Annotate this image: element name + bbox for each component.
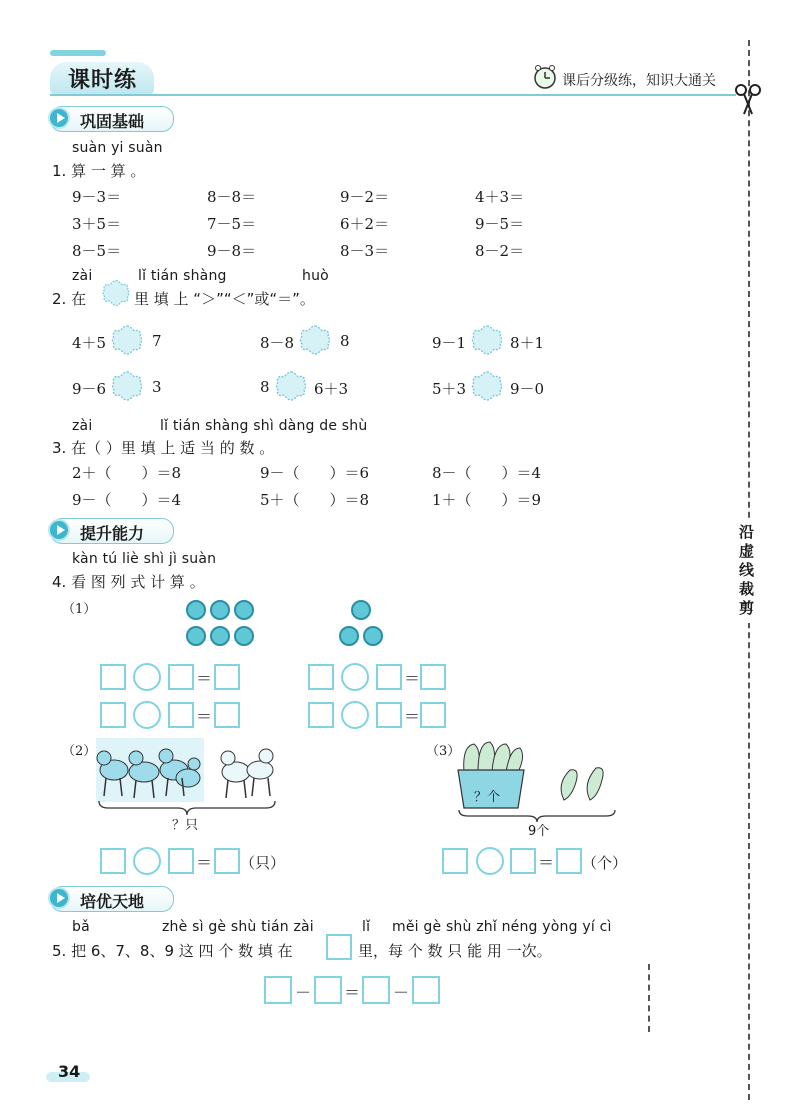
q3-pinyin: lǐ tián shàng shì dàng de shù: [160, 418, 368, 434]
q4-p3-label: （3）: [426, 744, 461, 759]
q2-left: 8－8: [260, 334, 295, 352]
cut-label: [736, 520, 762, 623]
cut-label-text: 沿虚线裁剪: [737, 524, 755, 619]
dogs-illustration: [96, 738, 278, 806]
operator-circle[interactable]: [341, 701, 369, 729]
q2-right: 9－0: [510, 380, 545, 398]
answer-box[interactable]: [214, 848, 240, 874]
unit-label: （只）: [240, 854, 286, 872]
scissors-icon: [733, 82, 763, 120]
equals-sign: ＝: [196, 707, 213, 726]
minus-sign: －: [295, 983, 312, 1002]
q2-left: 5＋3: [432, 380, 467, 398]
section-ability-title: 提升能力: [80, 524, 145, 543]
q1-item: 8－5＝: [72, 242, 122, 260]
answer-box[interactable]: [168, 702, 194, 728]
answer-box[interactable]: [376, 664, 402, 690]
header-slogan: 课后分级练，知识大通关: [562, 73, 716, 89]
dot: [351, 600, 371, 620]
compare-flower-input[interactable]: [274, 369, 308, 403]
answer-box[interactable]: [214, 664, 240, 690]
q5-num: 5. 把 6、7、8、9 这 四 个 数 填 在: [52, 942, 293, 960]
minus-sign: －: [393, 983, 410, 1002]
q2-right: 8＋1: [510, 334, 545, 352]
q2-left: 4＋5: [72, 334, 107, 352]
compare-flower-input[interactable]: [298, 323, 332, 357]
q3-item[interactable]: 9－（ ）＝6: [260, 464, 370, 482]
page-number: 34: [58, 1062, 81, 1081]
q2-right: 6＋3: [314, 380, 349, 398]
header-rule: [50, 94, 736, 96]
equals-sign: ＝: [196, 669, 213, 688]
operator-circle[interactable]: [341, 663, 369, 691]
q4-p3-caption: 9个: [528, 824, 550, 839]
q2-pinyin: lǐ tián shàng: [138, 268, 227, 284]
answer-box[interactable]: [214, 702, 240, 728]
operator-circle[interactable]: [476, 847, 504, 875]
answer-box[interactable]: [556, 848, 582, 874]
answer-box[interactable]: [412, 976, 440, 1004]
operator-circle[interactable]: [133, 701, 161, 729]
margin-tick: [648, 964, 650, 1032]
q4-p2-caption: ？只: [172, 818, 199, 833]
q1-item: 7－5＝: [207, 215, 257, 233]
dot: [210, 600, 230, 620]
q1-item: 9－5＝: [475, 215, 525, 233]
answer-box[interactable]: [376, 702, 402, 728]
q5-pinyin: lǐ: [362, 919, 371, 935]
play-icon: [48, 887, 70, 909]
q2-text: 里 填 上 “＞”“＜”或“＝”。: [134, 290, 315, 308]
q1-item: 6＋2＝: [340, 215, 390, 233]
answer-box[interactable]: [308, 664, 334, 690]
q3-pinyin: zài: [72, 418, 93, 434]
section-basic-title: 巩固基础: [80, 112, 145, 131]
q2-right: 7: [152, 332, 162, 350]
q4-p1-label: （1）: [62, 602, 97, 617]
q3-item[interactable]: 5＋（ ）＝8: [260, 491, 370, 509]
clock-icon: [532, 64, 558, 94]
answer-box[interactable]: [168, 664, 194, 690]
play-icon: [48, 519, 70, 541]
q3-item[interactable]: 1＋（ ）＝9: [432, 491, 542, 509]
q1-item: 8－2＝: [475, 242, 525, 260]
q1-item: 9－8＝: [207, 242, 257, 260]
compare-flower-input[interactable]: [110, 369, 144, 403]
section-advanced-title: 培优天地: [80, 892, 145, 911]
equals-sign: ＝: [538, 853, 555, 872]
header-tab-accent: [50, 50, 106, 56]
answer-box[interactable]: [420, 702, 446, 728]
compare-flower-input[interactable]: [470, 369, 504, 403]
dot: [234, 626, 254, 646]
q2-left: 9－1: [432, 334, 467, 352]
unit-label: （个）: [582, 854, 628, 872]
operator-circle[interactable]: [133, 847, 161, 875]
dot: [363, 626, 383, 646]
answer-box[interactable]: [442, 848, 468, 874]
header-title: 课时练: [68, 68, 138, 93]
q5-pinyin: měi gè shù zhǐ néng yòng yí cì: [392, 919, 612, 935]
dot: [339, 626, 359, 646]
dot: [186, 626, 206, 646]
q1-item: 3＋5＝: [72, 215, 122, 233]
play-icon: [48, 107, 70, 129]
q3-title: 3. 在（ ）里 填 上 适 当 的 数 。: [52, 439, 275, 457]
q2-pinyin: zài: [72, 268, 93, 284]
answer-box[interactable]: [308, 702, 334, 728]
inline-box: [326, 934, 352, 960]
q3-item[interactable]: 8－（ ）＝4: [432, 464, 542, 482]
answer-box[interactable]: [314, 976, 342, 1004]
q1-item: 9－3＝: [72, 188, 122, 206]
q3-item[interactable]: 9－（ ）＝4: [72, 491, 182, 509]
operator-circle[interactable]: [133, 663, 161, 691]
equals-sign: ＝: [404, 669, 421, 688]
q1-item: 8－3＝: [340, 242, 390, 260]
answer-box[interactable]: [420, 664, 446, 690]
answer-box[interactable]: [362, 976, 390, 1004]
answer-box[interactable]: [100, 848, 126, 874]
q1-item: 9－2＝: [340, 188, 390, 206]
flower-shape: [101, 278, 131, 308]
q1-title: 1. 算 一 算 。: [52, 162, 146, 180]
q4-p2-label: （2）: [62, 744, 97, 759]
q1-item: 4＋3＝: [475, 188, 525, 206]
answer-box[interactable]: [100, 702, 126, 728]
dot: [186, 600, 206, 620]
answer-box[interactable]: [100, 664, 126, 690]
q2-right: 3: [152, 378, 162, 396]
equals-sign: ＝: [196, 853, 213, 872]
answer-box[interactable]: [168, 848, 194, 874]
q5-pinyin: bǎ: [72, 919, 90, 935]
q3-item[interactable]: 2＋（ ）＝8: [72, 464, 182, 482]
q1-pinyin: suàn yi suàn: [72, 140, 163, 156]
q4-title: 4. 看 图 列 式 计 算 。: [52, 573, 205, 591]
q2-left: 8: [260, 378, 270, 396]
dot: [210, 626, 230, 646]
compare-flower-input[interactable]: [110, 323, 144, 357]
q5-text: 里，每 个 数 只 能 用 一次。: [358, 942, 552, 960]
q2-left: 9－6: [72, 380, 107, 398]
q2-pinyin: huò: [302, 268, 329, 284]
q4-p3-basket: ？个: [474, 790, 501, 805]
q1-item: 8－8＝: [207, 188, 257, 206]
q2-right: 8: [340, 332, 350, 350]
q4-pinyin: kàn tú liè shì jì suàn: [72, 551, 217, 567]
answer-box[interactable]: [510, 848, 536, 874]
dot: [234, 600, 254, 620]
equals-sign: ＝: [404, 707, 421, 726]
answer-box[interactable]: [264, 976, 292, 1004]
compare-flower-input[interactable]: [470, 323, 504, 357]
q5-pinyin: zhè sì gè shù tián zài: [162, 919, 314, 935]
q2-num: 2. 在: [52, 290, 87, 308]
equals-sign: ＝: [344, 983, 361, 1002]
